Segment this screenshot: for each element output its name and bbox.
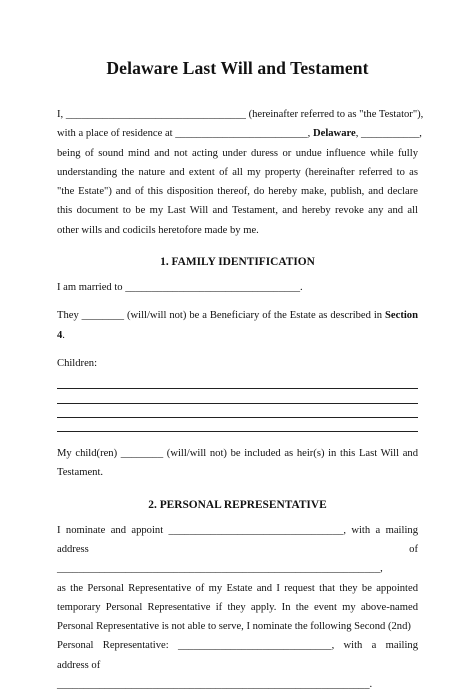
section-heading-family: 1. FAMILY IDENTIFICATION (160, 256, 315, 269)
child-entry-line (57, 404, 418, 418)
mailing-address-line: address of _____________________________________________________________, (57, 543, 418, 575)
representative-paragraph: as the Personal Representative of my Estate and I request that they be appointed temporary Personal Representative if they apply. In the event my above-named Personal Representative is not able to serve, I nominate the following Second (2nd) (57, 582, 418, 633)
nominate-line: I nominate and appoint _________________________________, with a mailing (57, 524, 418, 536)
spouse-beneficiary-end: . (62, 329, 65, 341)
spacer (57, 297, 418, 306)
child-entry-line (57, 375, 418, 389)
spacer (57, 432, 418, 444)
children-lines (57, 375, 418, 432)
spouse-beneficiary-line (57, 306, 418, 345)
spacer (57, 511, 418, 521)
children-heirs-paragraph: My child(ren) ________ (will/will not) be included as heir(s) in this Last Will and Testament. (57, 448, 418, 479)
section-reference: Section 4 (57, 310, 418, 341)
child-entry-line (57, 418, 418, 432)
married-line: I am married to _________________________________. (57, 282, 303, 294)
second-representative-line: Personal Representative: _____________________________, with a mailing (57, 640, 418, 652)
spacer (57, 483, 418, 499)
spacer (57, 240, 418, 256)
state-name: Delaware (312, 128, 356, 140)
residence-line-start: with a place of residence at _________________________, (57, 128, 313, 140)
testator-name-line: I, __________________________________ (hereinafter referred to as "the Testator"), (57, 109, 424, 120)
spouse-beneficiary-start: They ________ (will/will not) be a Beneficiary of the Estate as described in (57, 310, 386, 322)
spacer (57, 268, 418, 278)
children-label: Children: (57, 357, 98, 369)
spacer (57, 345, 418, 354)
child-entry-line (57, 389, 418, 403)
document-title: Delaware Last Will and Testament (106, 58, 369, 78)
section-heading-representative: 2. PERSONAL REPRESENTATIVE (148, 498, 327, 511)
declaration-paragraph: being of sound mind and not acting under duress or undue influence while fully understanding the nature and extent of all my property (hereinafter referred to as "the Estate") and of this disposition thereof, do hereby make, publish, and declare this document to be my Last Will and Testament, and hereby revoke any and all other wills and codicils heretofore made by me. (57, 147, 418, 236)
residence-line-end: , ___________, (355, 128, 422, 140)
second-mailing-address-line: address of ___________________________________________________________. (57, 659, 373, 690)
residence-line (57, 124, 422, 143)
